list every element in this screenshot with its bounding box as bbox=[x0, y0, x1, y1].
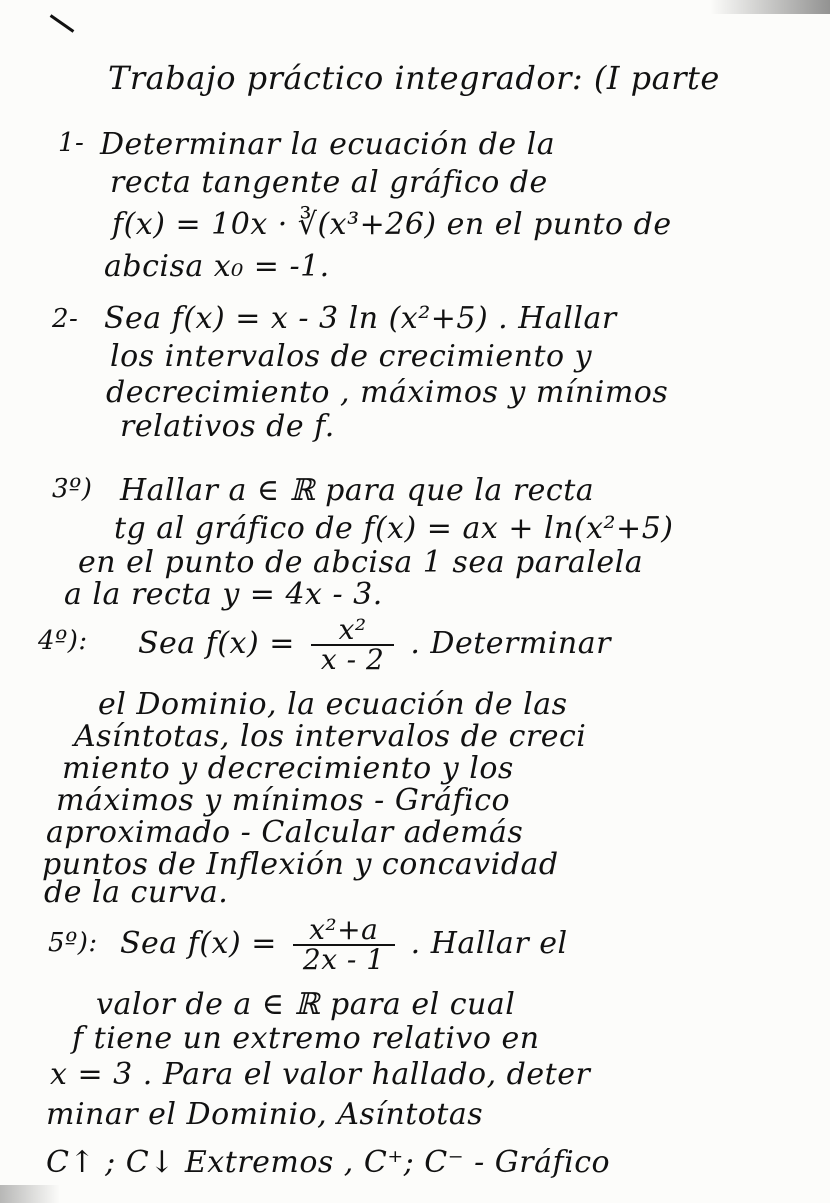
exercise-4-label: 4º): bbox=[38, 626, 88, 656]
scan-shadow-bottom bbox=[0, 1185, 60, 1203]
exercise-2-line: Sea f(x) = x - 3 ln (x²+5) . Hallar bbox=[104, 301, 617, 336]
exercise-3-line: en el punto de abcisa 1 sea paralela bbox=[78, 545, 644, 580]
exercise-2-line: decrecimiento , máximos y mínimos bbox=[106, 375, 669, 410]
exercise-3-line: tg al gráfico de f(x) = ax + ln(x²+5) bbox=[114, 511, 674, 546]
exercise-4-line: máximos y mínimos - Gráfico bbox=[56, 783, 511, 818]
exercise-1-label: 1- bbox=[58, 128, 85, 158]
exercise-4-formula bbox=[138, 613, 611, 676]
exercise-4-line: aproximado - Calcular además bbox=[46, 815, 524, 850]
exercise-4-fraction bbox=[311, 613, 394, 676]
exercise-4-line: de la curva. bbox=[44, 875, 229, 910]
exercise-4-tail: . Determinar bbox=[410, 626, 611, 661]
scan-shadow-top bbox=[710, 0, 830, 14]
exercise-4-line: Asíntotas, los intervalos de creci bbox=[74, 719, 587, 754]
exercise-4-line: puntos de Inflexión y concavidad bbox=[42, 847, 559, 882]
exercise-5-line: f tiene un extremo relativo en bbox=[72, 1021, 540, 1056]
exercise-3-label: 3º) bbox=[52, 474, 93, 504]
exercise-3-line: Hallar a ∈ ℝ para que la recta bbox=[120, 473, 595, 508]
exercise-5-line: C↑ ; C↓ Extremos , C⁺; C⁻ - Gráfico bbox=[46, 1145, 611, 1180]
exercise-2-line: los intervalos de crecimiento y bbox=[110, 339, 593, 374]
exercise-5-tail: . Hallar el bbox=[410, 926, 568, 961]
exercise-3-line: a la recta y = 4x - 3. bbox=[64, 577, 383, 612]
exercise-5-label: 5º): bbox=[48, 928, 98, 958]
exercise-5-formula bbox=[120, 913, 568, 976]
page-title: Trabajo práctico integrador: (I parte bbox=[108, 59, 720, 97]
corner-tick-mark bbox=[50, 14, 75, 33]
exercise-5-line: minar el Dominio, Asíntotas bbox=[46, 1097, 484, 1132]
exercise-1-line: recta tangente al gráfico de bbox=[110, 165, 548, 200]
exercise-5-fraction bbox=[293, 913, 395, 976]
exercise-2-label: 2- bbox=[52, 304, 79, 334]
exercise-1-line: f(x) = 10x · ∛(x³+26) en el punto de bbox=[112, 207, 672, 242]
exercise-1-line: Determinar la ecuación de la bbox=[100, 127, 556, 162]
exercise-4-denominator: x - 2 bbox=[320, 643, 385, 676]
exercise-4-line: el Dominio, la ecuación de las bbox=[98, 687, 568, 722]
exercise-5-numerator: x²+a bbox=[293, 916, 395, 946]
exercise-4-line: miento y decrecimiento y los bbox=[62, 751, 514, 786]
exercise-5-lead: Sea f(x) = bbox=[120, 926, 277, 961]
exercise-4-numerator: x² bbox=[311, 616, 394, 646]
exercise-5-line: x = 3 . Para el valor hallado, deter bbox=[50, 1057, 591, 1092]
exercise-5-denominator: 2x - 1 bbox=[302, 943, 385, 976]
exercise-4-lead: Sea f(x) = bbox=[138, 626, 295, 661]
exercise-2-line: relativos de f. bbox=[120, 409, 335, 444]
exercise-1-line: abcisa x₀ = -1. bbox=[104, 249, 330, 284]
exercise-5-line: valor de a ∈ ℝ para el cual bbox=[96, 987, 516, 1022]
